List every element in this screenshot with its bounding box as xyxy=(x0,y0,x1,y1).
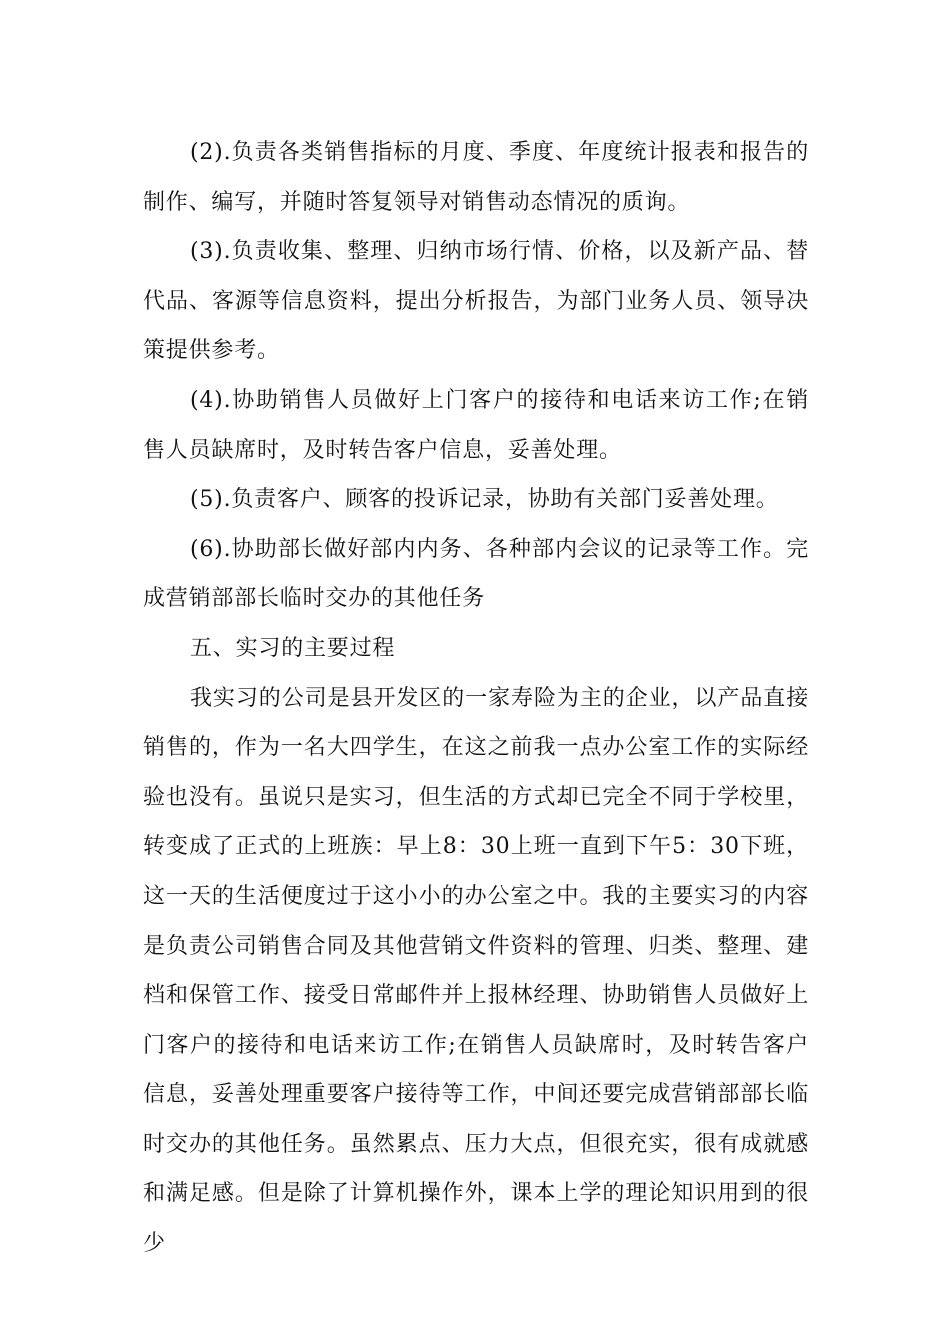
paragraph-item-3: (3).负责收集、整理、归纳市场行情、价格，以及新产品、替代品、客源等信息资料，提出分析报告，为部门业务人员、领导决策提供参考。 xyxy=(143,239,809,364)
body-paragraph: 我实习的公司是县开发区的一家寿险为主的企业，以产品直接销售的，作为一名大四学生，在这之前我一点办公室工作的实际经验也没有。虽说只是实习，但生活的方式却已完全不同于学校里，转变成了正式的上班族：早上8：30上班一直到下午5：30下班，这一天的生活便度过于这小小的办公室之中。我的主要实习的内容是负责公司销售合同及其他营销文件资料的管理、归类、整理、建档和保管工作、接受日常邮件并上报林经理、协助销售人员做好上门客户的接待和电话来访工作;在销售人员缺席时，及时转告客户信息，妥善处理重要客户接待等工作，中间还要完成营销部部长临时交办的其他任务。虽然累点、压力大点，但很充实，很有成就感和满足感。但是除了计算机操作外，课本上学的理论知识用到的很少 xyxy=(143,685,809,1257)
paragraph-item-4: (4).协助销售人员做好上门客户的接待和电话来访工作;在销售人员缺席时，及时转告客户信息，妥善处理。 xyxy=(143,387,809,463)
paragraph-item-6: (6).协助部长做好部内内务、各种部内会议的记录等工作。完成营销部部长临时交办的其他任务 xyxy=(143,536,809,612)
section-heading: 五、实习的主要过程 xyxy=(190,635,396,661)
paragraph-item-2: (2).负责各类销售指标的月度、季度、年度统计报表和报告的制作、编写，并随时答复领导对销售动态情况的质询。 xyxy=(143,140,809,215)
document-body xyxy=(143,128,809,1269)
paragraph-item-5: (5).负责客户、顾客的投诉记录，协助有关部门妥善处理。 xyxy=(190,487,779,513)
